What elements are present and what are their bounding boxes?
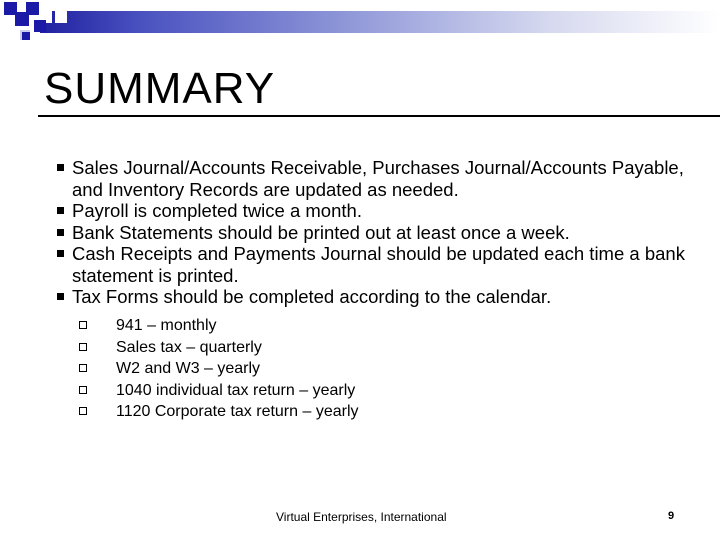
hollow-square-bullet-icon	[79, 343, 87, 351]
sub-bullet-text: 941 – monthly	[116, 317, 217, 334]
decor-square	[15, 12, 29, 26]
sub-list-item	[79, 380, 359, 402]
bullet-text: Cash Receipts and Payments Journal should be updated each time a bank statement is printed.	[72, 243, 685, 286]
hollow-square-bullet-icon	[79, 407, 87, 415]
square-bullet-icon	[57, 293, 64, 300]
sub-bullet-text: Sales tax – quarterly	[116, 338, 262, 356]
decor-square	[22, 32, 30, 40]
sub-bullet-text: 1120 Corporate tax return – yearly	[116, 403, 359, 420]
bullet-text: Sales Journal/Accounts Receivable, Purchases Journal/Accounts Payable, and Inventory Records are updated as needed.	[72, 157, 684, 200]
list-item	[57, 243, 707, 286]
page-number: 9	[668, 510, 675, 522]
sub-list-item	[79, 337, 359, 359]
list-item	[57, 200, 707, 222]
bullet-text: Payroll is completed twice a month.	[72, 200, 362, 221]
decor-square	[34, 20, 46, 32]
sub-list-item	[79, 358, 359, 380]
square-bullet-icon	[57, 250, 64, 257]
sub-bullet-text: 1040 individual tax return – yearly	[116, 381, 356, 399]
title-divider	[38, 115, 720, 117]
square-bullet-icon	[57, 207, 64, 214]
footer-text: Virtual Enterprises, International	[276, 510, 447, 524]
decor-square	[55, 11, 67, 23]
sub-bullet-text: W2 and W3 – yearly	[116, 360, 261, 377]
sub-list-item	[79, 315, 359, 337]
square-bullet-icon	[57, 164, 64, 171]
bullet-text: Tax Forms should be completed according to the calendar.	[72, 286, 552, 307]
header-gradient-bar	[40, 11, 720, 33]
hollow-square-bullet-icon	[79, 386, 87, 394]
hollow-square-bullet-icon	[79, 364, 87, 372]
list-item	[57, 157, 707, 200]
bullet-text: Bank Statements should be printed out at least once a week.	[72, 221, 570, 243]
hollow-square-bullet-icon	[79, 321, 87, 329]
list-item	[57, 222, 707, 244]
list-item	[57, 286, 707, 308]
sub-list-item	[79, 401, 359, 423]
slide-title: SUMMARY	[44, 64, 276, 113]
bullet-list	[57, 157, 707, 308]
sub-bullet-list	[79, 315, 359, 423]
square-bullet-icon	[57, 229, 64, 236]
